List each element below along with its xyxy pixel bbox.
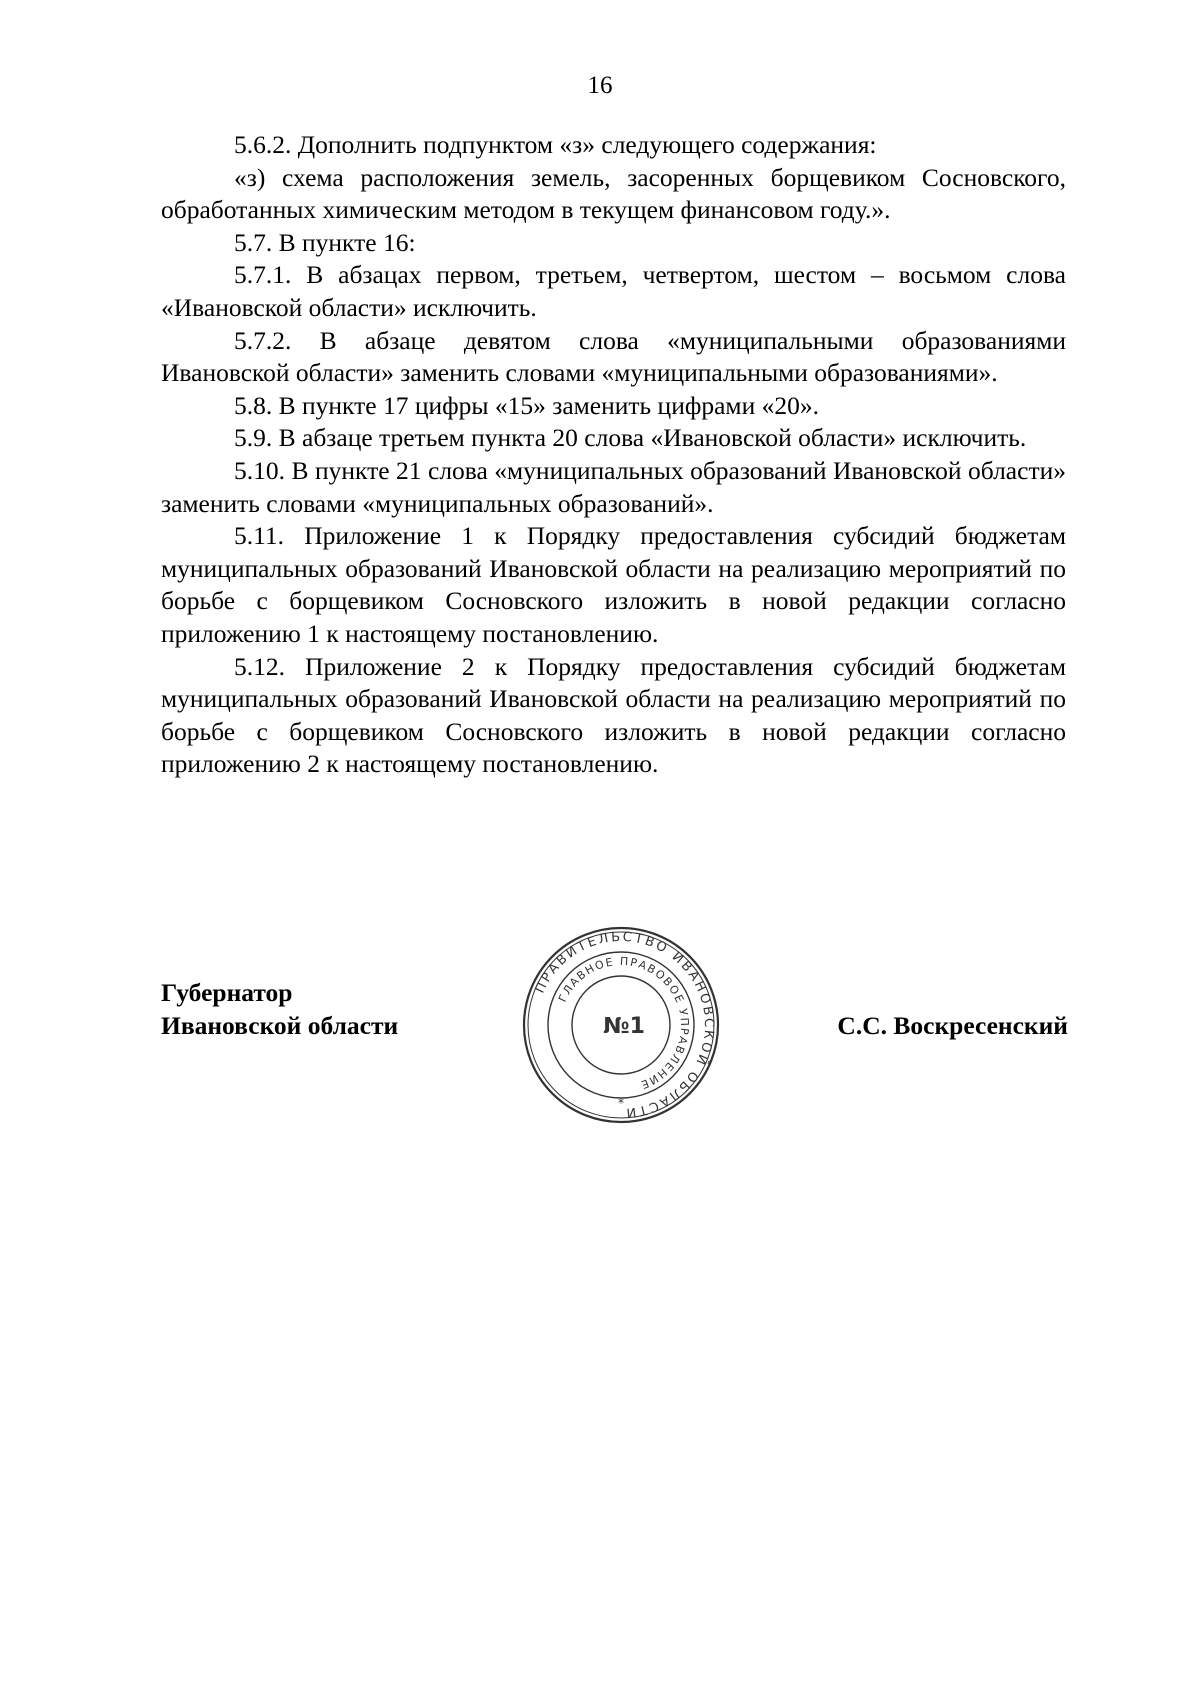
signatory-name: С.С. Воскресенский [837, 1011, 1068, 1040]
paragraph-5-8: 5.8. В пункте 17 цифры «15» заменить цифрами «20». [234, 390, 819, 420]
seal-outer-textpath: ПРАВИТЕЛЬСТВО ИВАНОВСКОЙ ОБЛАСТИ [532, 929, 717, 1121]
seal-inner-textpath: ГЛАВНОЕ ПРАВОВОЕ УПРАВЛЕНИЕ [556, 954, 692, 1092]
signatory-title-line2: Ивановской области [161, 1010, 399, 1040]
page-number: 16 [587, 72, 613, 99]
paragraph-subitem-z: «з) схема расположения земель, засоренных борщевиком Сосновского, обработанных химическим методом в текущем финансовом году.». [161, 162, 1066, 225]
seal-star: * [618, 1096, 624, 1110]
paragraph-5-10: 5.10. В пункте 21 слова «муниципальных образований Ивановской области» заменить словами «муниципальных образований». [161, 455, 1066, 518]
paragraph-5-11: 5.11. Приложение 1 к Порядку предоставления субсидий бюджетам муниципальных образований Ивановской области на реализацию мероприятий по борьбе с борщевиком Сосновского изложить в новой редакции согласно приложению 1 к настоящему постановлению. [161, 521, 1066, 648]
signatory-title [161, 977, 398, 1042]
paragraph-5-7: 5.7. В пункте 16: [234, 227, 416, 257]
signatory-title-line1: Губернатор [161, 978, 293, 1007]
paragraph-5-7-1: 5.7.1. В абзацах первом, третьем, четвертом, шестом – восьмом слова «Ивановской области» исключить. [161, 260, 1066, 322]
paragraph-5-9: 5.9. В абзаце третьем пункта 20 слова «Ивановской области» исключить. [234, 423, 1027, 453]
document-body [161, 129, 1066, 781]
signature-block [161, 925, 1066, 1145]
seal-number: №1 [603, 1014, 645, 1039]
paragraph-5-12: 5.12. Приложение 2 к Порядку предоставления субсидий бюджетам муниципальных образований Ивановской области на реализацию мероприятий по борьбе с борщевиком Сосновского изложить в новой редакции согласно приложению 2 к настоящему постановлению. [161, 651, 1066, 779]
official-seal [521, 925, 721, 1125]
paragraph-5-6-2: 5.6.2. Дополнить подпунктом «з» следующего содержания: [234, 130, 877, 159]
paragraph-5-7-2: 5.7.2. В абзаце девятом слова «муниципальными образованиями Ивановской области» заменить словами «муниципальными образованиями». [161, 325, 1066, 388]
